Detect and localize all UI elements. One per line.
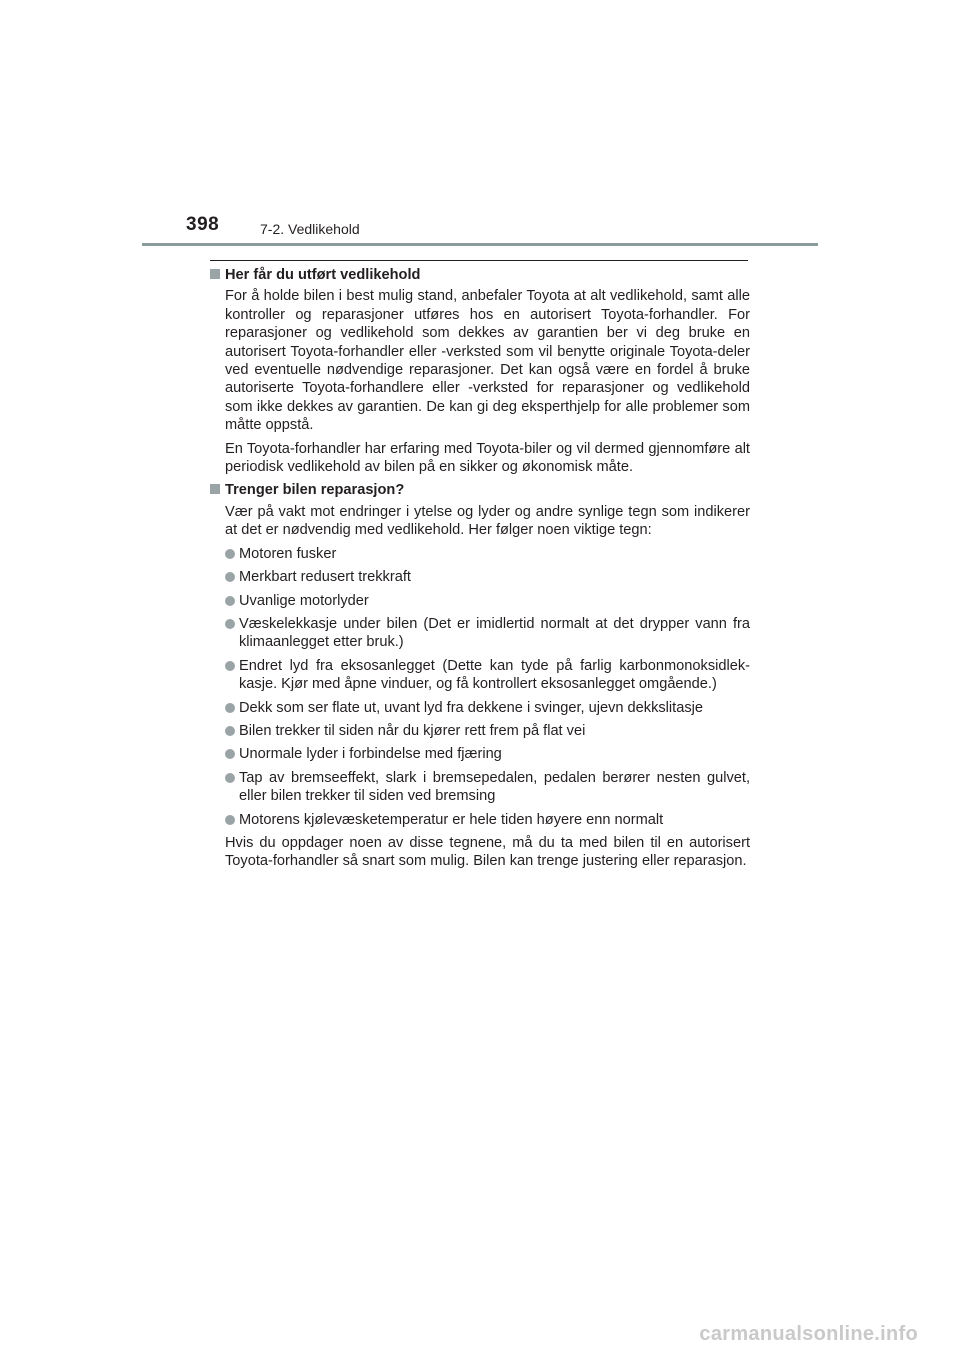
intro-paragraph: Vær på vakt mot endringer i ytelse og lyder og andre synlige tegn som indikerer at det er nødvendig med vedlikehold. Her følger noen viktige tegn: [225, 503, 750, 539]
watermark: carmanualsonline.info [699, 1323, 918, 1345]
square-bullet-icon [210, 269, 220, 279]
circle-bullet-icon [225, 726, 235, 736]
list-item-text: Bilen trekker til siden når du kjører rett frem på flat vei [239, 722, 586, 739]
section-heading [208, 266, 750, 284]
list-item [225, 745, 750, 763]
circle-bullet-icon [225, 773, 235, 783]
list-item-text: Motorens kjølevæsketemperatur er hele tiden høyere enn normalt [239, 811, 664, 828]
header-rule [142, 243, 818, 246]
circle-bullet-icon [225, 572, 235, 582]
section-title: Her får du utført vedlikehold [225, 267, 421, 283]
circle-bullet-icon [225, 815, 235, 825]
list-item [225, 657, 750, 694]
page-number: 398 [186, 214, 220, 235]
page-content [208, 266, 750, 876]
paragraph: En Toyota-forhandler har erfaring med Toyota-biler og vil dermed gjennomføre alt periodisk vedlikehold av bilen på en sikker og økonomisk måte. [225, 440, 750, 476]
list-item [225, 769, 750, 806]
list-item [225, 592, 750, 610]
list-item [225, 722, 750, 740]
circle-bullet-icon [225, 619, 235, 629]
closing-paragraph: Hvis du oppdager noen av disse tegnene, må du ta med bilen til en autorisert Toyota-forhandler så snart som mulig. Bilen kan trenge justering eller reparasjon. [225, 834, 750, 870]
list-item-text: Merkbart redusert trekkraft [239, 569, 411, 586]
list-item [225, 615, 750, 652]
list-item-text: Væskelekkasje under bilen (Det er imidlertid normalt at det drypper vann fra klimaanlegget etter bruk.) [239, 615, 750, 651]
list-item [225, 545, 750, 563]
list-item-text: Dekk som ser flate ut, uvant lyd fra dekkene i svinger, ujevn dekkslitasje [239, 699, 703, 716]
circle-bullet-icon [225, 749, 235, 759]
section-heading [208, 481, 750, 499]
section-top-rule [210, 260, 748, 261]
list-item [225, 811, 750, 829]
circle-bullet-icon [225, 549, 235, 559]
list-item-text: Endret lyd fra eksosanlegget (Dette kan tyde på farlig karbonmonoksidlek-kasje. Kjør med åpne vinduer, og få kontrollert eksosanlegget omgående.) [239, 657, 750, 693]
chapter-title: 7-2. Vedlikehold [260, 221, 360, 237]
list-item-text: Tap av bremseeffekt, slark i bremsepedalen, pedalen berører nesten gulvet, eller bilen trekker til siden ved bremsing [239, 769, 750, 805]
list-item-text: Motoren fusker [239, 545, 337, 562]
circle-bullet-icon [225, 703, 235, 713]
circle-bullet-icon [225, 661, 235, 671]
list-item [225, 568, 750, 586]
paragraph: For å holde bilen i best mulig stand, anbefaler Toyota at alt vedlikehold, samt alle kontroller og reparasjoner utføres hos en autorisert Toyota-forhandler. For reparasjoner og vedlikehold som dekkes av garantien ber vi deg bruke en autorisert Toyota-forhandler eller -verksted som vil benytte originale Toyota-deler ved eventuelle nødvendige reparasjoner. Det kan også være en fordel å bruke autoriserte Toyota-forhandlere eller -verksted for reparasjoner og vedlikehold som ikke dekkes av garantien. De kan gi deg eksperthjelp for alle problemer som måtte oppstå. [225, 288, 750, 434]
section-title: Trenger bilen reparasjon? [225, 482, 405, 499]
list-item-text: Uvanlige motorlyder [239, 592, 369, 609]
circle-bullet-icon [225, 596, 235, 606]
square-bullet-icon [210, 484, 220, 494]
list-item [225, 699, 750, 717]
list-item-text: Unormale lyder i forbindelse med fjæring [239, 746, 502, 763]
